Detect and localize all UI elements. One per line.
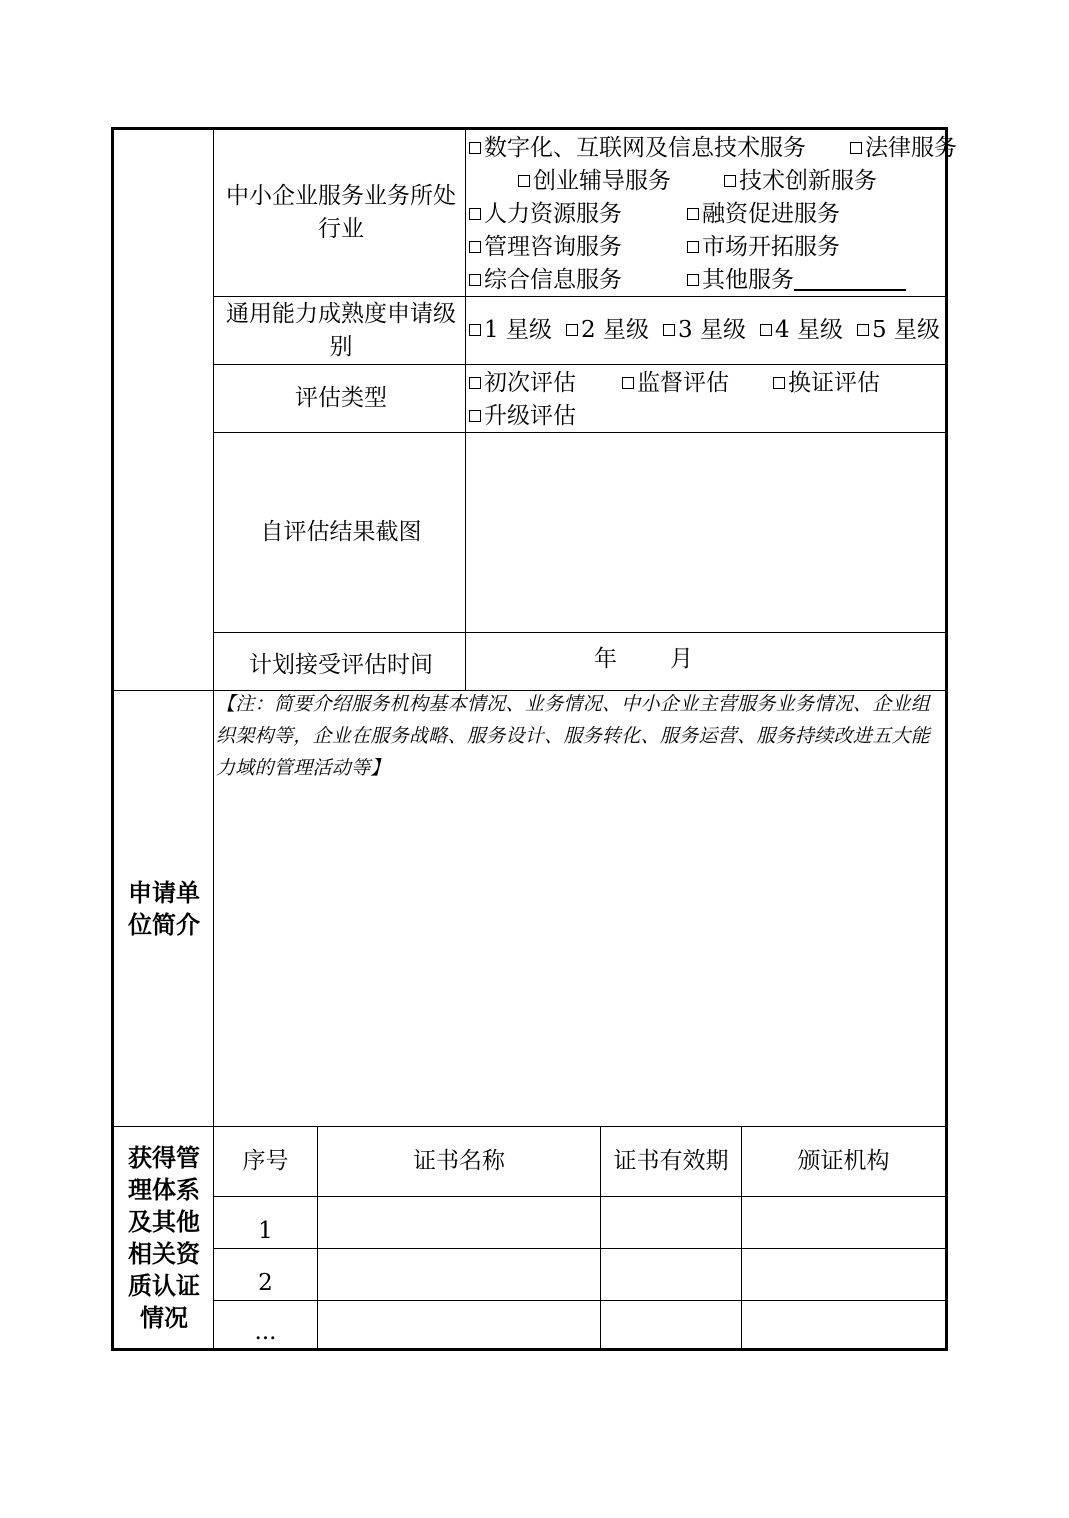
checkbox-icon: [469, 410, 481, 422]
cert-row-issuer[interactable]: [742, 1301, 945, 1348]
checkbox-icon: [469, 274, 481, 286]
planned-month-label[interactable]: 月: [670, 646, 693, 672]
checkbox-icon: [687, 241, 699, 253]
checkbox-icon: [773, 377, 785, 389]
checkbox-icon: [850, 142, 862, 154]
checkbox-icon: [687, 274, 699, 286]
industry-option-tech[interactable]: 技术创新服务: [724, 165, 877, 198]
checkbox-icon: [566, 324, 578, 336]
certs-label: 获得管理体系及其他相关资质认证情况: [128, 1142, 200, 1332]
eval-type-option-supervision[interactable]: 监督评估: [622, 367, 729, 400]
industry-option-hr[interactable]: 人力资源服务: [469, 198, 622, 231]
cert-row-validity[interactable]: [601, 1249, 741, 1300]
checkbox-icon: [469, 377, 481, 389]
eval-type-label: 评估类型: [295, 385, 387, 411]
checkbox-icon: [857, 324, 869, 336]
planned-time-label: 计划接受评估时间: [249, 652, 433, 678]
industry-option-legal[interactable]: 法律服务: [850, 132, 957, 165]
eval-type-option-initial[interactable]: 初次评估: [469, 367, 576, 400]
industry-option-other[interactable]: 其他服务: [687, 264, 906, 297]
industry-option-info[interactable]: 综合信息服务: [469, 264, 622, 297]
level-option-4[interactable]: 4 星级: [760, 314, 843, 347]
cert-row-name[interactable]: [318, 1301, 600, 1348]
checkbox-icon: [469, 324, 481, 336]
level-option-1[interactable]: 1 星级: [469, 314, 552, 347]
checkbox-icon: [622, 377, 634, 389]
self-eval-label: 自评估结果截图: [260, 519, 422, 545]
cert-row-no: 2: [258, 1270, 273, 1296]
cert-header-no: 序号: [242, 1148, 289, 1174]
level-option-2[interactable]: 2 星级: [566, 314, 649, 347]
cert-header-name: 证书名称: [413, 1148, 505, 1174]
cert-row-name[interactable]: [318, 1249, 600, 1300]
checkbox-icon: [760, 324, 772, 336]
planned-year-label[interactable]: 年: [594, 646, 617, 672]
cert-row-no: 1: [258, 1218, 273, 1244]
checkbox-icon: [518, 175, 530, 187]
level-option-5[interactable]: 5 星级: [857, 314, 940, 347]
intro-text-area[interactable]: [214, 790, 945, 1126]
eval-type-option-upgrade[interactable]: 升级评估: [469, 400, 576, 433]
intro-label: 申请单位简介: [128, 877, 200, 939]
cert-row-validity[interactable]: [601, 1301, 741, 1348]
cert-row-issuer[interactable]: [742, 1197, 945, 1248]
industry-option-finance[interactable]: 融资促进服务: [687, 198, 840, 231]
eval-type-option-renewal[interactable]: 换证评估: [773, 367, 880, 400]
industry-option-digital[interactable]: 数字化、互联网及信息技术服务: [469, 132, 806, 165]
cert-row-name[interactable]: [318, 1197, 600, 1248]
cert-header-issuer: 颁证机构: [797, 1148, 890, 1174]
other-service-blank[interactable]: [794, 267, 906, 291]
industry-option-consulting[interactable]: 管理咨询服务: [469, 231, 622, 264]
cert-row-no: ...: [254, 1319, 277, 1345]
checkbox-icon: [724, 175, 736, 187]
industry-label: 中小企业服务业务所处行业: [226, 183, 456, 242]
cert-row-issuer[interactable]: [742, 1249, 945, 1300]
level-option-3[interactable]: 3 星级: [663, 314, 746, 347]
industry-option-startup[interactable]: 创业辅导服务: [518, 165, 671, 198]
application-form-table: [111, 127, 957, 1351]
checkbox-icon: [687, 208, 699, 220]
cert-row-validity[interactable]: [601, 1197, 741, 1248]
checkbox-icon: [469, 208, 481, 220]
self-eval-screenshot-area[interactable]: [466, 433, 945, 632]
industry-option-market[interactable]: 市场开拓服务: [687, 231, 840, 264]
checkbox-icon: [469, 241, 481, 253]
level-label: 通用能力成熟度申请级别: [226, 300, 456, 360]
cert-header-validity: 证书有效期: [613, 1148, 729, 1174]
checkbox-icon: [469, 142, 481, 154]
intro-note: 【注：简要介绍服务机构基本情况、业务情况、中小企业主营服务业务情况、企业组织架构等，企业在服务战略、服务设计、服务转化、服务运营、服务持续改进五大能力域的管理活动等】: [216, 693, 931, 779]
checkbox-icon: [663, 324, 675, 336]
